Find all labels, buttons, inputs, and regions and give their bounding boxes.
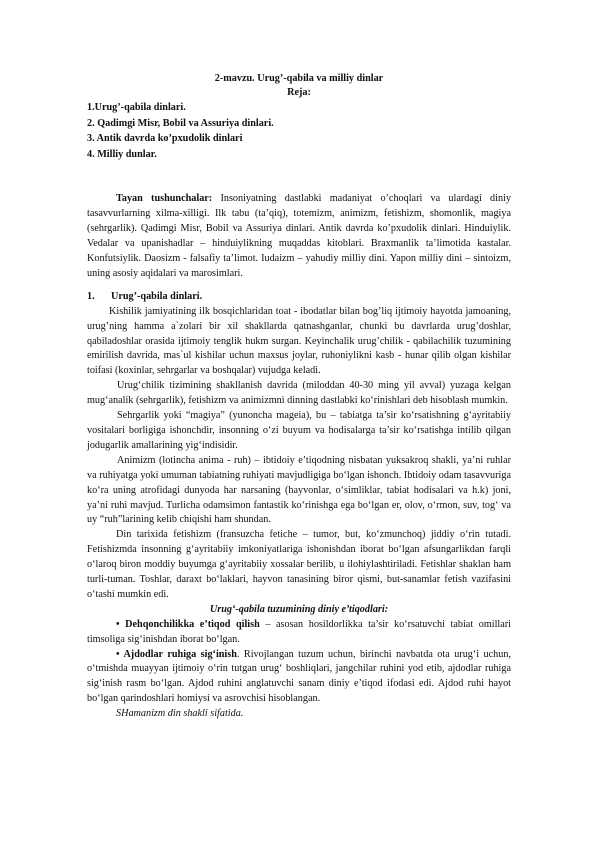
section-heading (87, 290, 511, 305)
paragraph-5: Din tarixida fetishizm (fransuzcha fetiche – tumor, but, ko‘zmunchoq) jiddiy o‘rin tutadi. Fetishizmda insonning g‘ayritabiiy imkoniyatlariga ishonishdan iborat bo‘lgan afsungarlikdan farqli o‘laroq biron moddiy buyumga g‘ayritabiiy xossalar berilib, u ilohiylashtiriladi. Fetishlar shaklan ham turli-tuman. Toshlar, daraxt bo‘laklari, hayvon tanasining biror qismi, but-sanamlar fetish vazifasini o‘tashi mumkin edi. (87, 529, 511, 600)
plan-title: Reja: (287, 87, 311, 98)
section-number: 1. (87, 290, 95, 302)
belief-item-1 (87, 618, 511, 648)
belief-item-2-lead: • Ajdodlar ruhiga sig‘inish (116, 648, 237, 660)
plan-item: 2. Qadimgi Misr, Bobil va Assuriya dinlari. (87, 117, 274, 129)
belief-item-1-text: – asosan hosildorlikka ta’sir ko‘rsatuvchi tabiat omillari timsoliga sig‘inishdan iborat bo‘lgan. (87, 618, 511, 645)
document-title: 2-mavzu. Urug’-qabila va milliy dinlar (214, 73, 384, 84)
intro-text: Insoniyatning dastlabki madaniyat o’choqlari va ulardagi diniy tasavvurlarning xilma-xilligi. Ilk tabu (ta’qiq), totemizm, animizm, fetishizm, shomonlik, magiya (sehrgarlik). Qadimgi Misr, Bobil va Assuriya dinlari. Antik davrda ko’pxudolik dinlari. Hinduiylik. Vedalar va upanishadlar – hinduiylikning muqaddas kitoblari. Braxmanlik ta’limotida kastalar. Konfutsiylik. Daosizm - falsafiy ta’limot. Iudaizm – yahudiy milliy dini. Yapon milliy dini – sintoizm, uning asosiy aqidalari va marosimlari. (87, 193, 511, 279)
belief-item-1-lead: • Dehqonchilikka e’tiqod qilish (116, 618, 260, 630)
belief-item-2 (87, 648, 511, 708)
intro-paragraph (87, 192, 511, 281)
plan-item: 4. Milliy dunlar. (87, 148, 157, 160)
plan-list (87, 100, 511, 162)
section-title: Urug’-qabila dinlari. (111, 290, 203, 302)
paragraph-2: Urug‘chilik tizimining shakllanish davrida (miloddan 40-30 ming yil avval) yuzaga kelgan mug‘analik (sehrgarlik), fetishizm va animizmni dinning dastlabki ko‘rinishlari deb hisoblash mumkin. (87, 380, 511, 407)
beliefs-heading: Urug‘-qabila tuzumining diniy e’tiqodlari: (209, 603, 389, 615)
paragraph-1: Kishilik jamiyatining ilk bosqichlaridan toat - ibodatlar bilan bog’liq ijtimoiy hayotda jamoaning, urug’ning hamma a`zolari bir xil shakllarda qatnashganlar, chunki bu davrlarda urug’doshlar, qabiladoshlar orasida ijtimoiy tenglik hukm surgan. Keyinchalik urug’chilik - qabilachilik tuzumining emirilish davrida, mas`ul kishilar uchun maxsus joylar, ruhoniylikni kasb - hunar qilib olgan kishilar toifasi (koxinlar, sehrgarlar va boshqalar) vujudga keladi. (87, 305, 511, 377)
last-line: SHamanizm din shakli sifatida. (116, 708, 244, 720)
paragraph-4: Animizm (lotincha anima - ruh) – ibtidoiy e’tiqodning nisbatan yuksakroq shakli, ya’ni ruhlar va ruhiyatga yoki umuman tabiatning ruhiyati mavjudligiga bo‘lgan ishonch. Ibtidoiy odam tasavvuriga ko‘ra uning atrofidagi dunyoda har narsaning (hayvonlar, o‘simliklar, tabiat hodisalari va h.k) joni, ya’ni ruhi mavjud. Turlicha odamsimon fantastik ko‘rinishga ega bo‘lgan er, olov, o‘rmon, suv, tog‘ va uy “ruh”larining kelib chiqishi ham shundan. (87, 454, 511, 526)
document-page (87, 72, 511, 722)
intro-lead: Tayan tushunchalar: (116, 193, 213, 205)
belief-item-2-text: . Rivojlangan tuzum uchun, birinchi navbatda ota urug‘i uchun, o‘tmishda muayyan ijtimoiy o‘rin tutgan urug‘ boshliqlari, jangchilar ruhini yod etib, ajdodlar ruhiga sig‘inish rasm bo‘lgan. Ajdod ruhini anglatuvchi sanam diniy e’tiqod ifodasi edi. Ajdod ruhi hayot bo‘lgan qarindoshlari homiysi va asrovchisi hisoblangan. (87, 648, 511, 705)
plan-item: 1.Urug’-qabila dinlari. (87, 102, 186, 113)
plan-item: 3. Antik davrda ko’pxudolik dinlari (87, 133, 243, 145)
paragraph-3: Sehrgarlik yoki “magiya” (yunoncha mageia), bu – tabiatga ta’sir ko‘rsatishning g‘ayritabiiy vositalari borligiga ishonchdir, insonning o‘zi buyum va hodisalarga ta’sir ko‘rsatishga intilib qilgan jodugarlik amallarining yig‘indisidir. (87, 410, 511, 451)
